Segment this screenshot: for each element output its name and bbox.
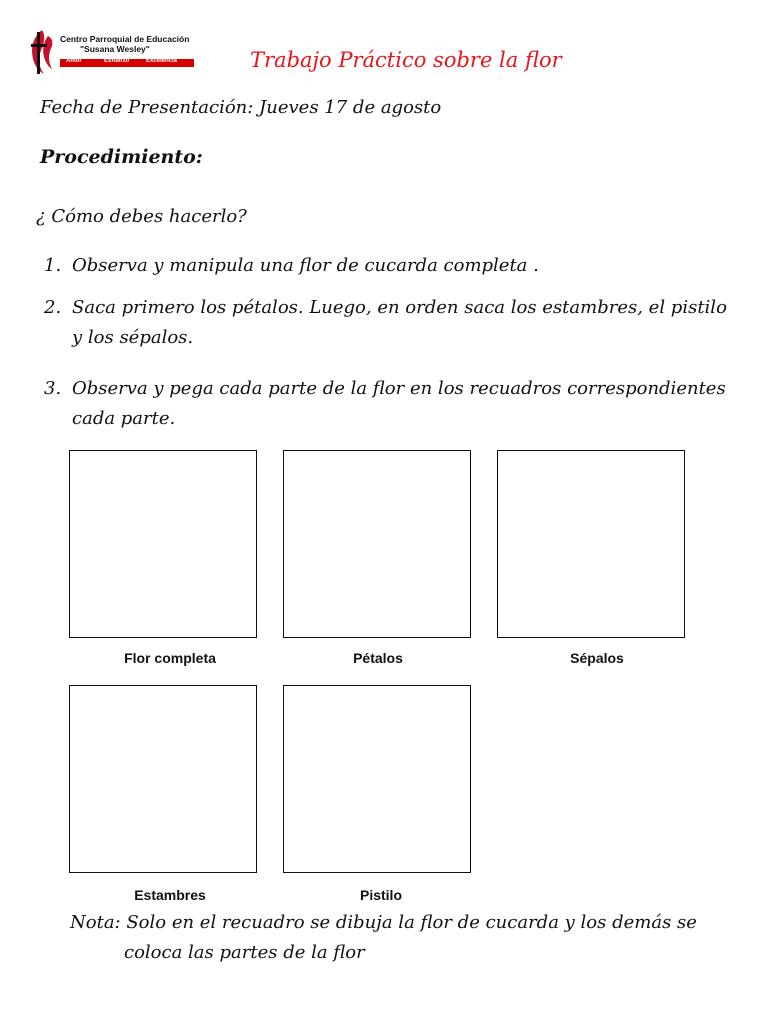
label-flor-completa: Flor completa [124, 650, 216, 666]
step-2 [44, 293, 744, 353]
note-line-1: Nota: Solo en el recuadro se dibuja la flor de cucarda y los demás se [70, 912, 697, 933]
question-heading: ¿ Cómo debes hacerlo? [36, 206, 247, 227]
step-3 [44, 374, 744, 434]
step-text: Observa y pega cada parte de la flor en los recuadros correspondientes cada parte. [72, 378, 726, 429]
motto-amor: Amor [66, 58, 82, 64]
step-text: Observa y manipula una flor de cucarda completa . [72, 255, 539, 276]
box-sepalos [497, 450, 685, 638]
label-petalos: Pétalos [353, 650, 403, 666]
label-pistilo: Pistilo [359, 887, 402, 903]
note-line-2: coloca las partes de la flor [124, 942, 365, 963]
page-title: Trabajo Práctico sobre la flor [250, 48, 562, 72]
motto-excelencia: Excelencia [146, 58, 178, 64]
school-name: Centro Parroquial de Educación [60, 34, 190, 44]
presentation-date: Fecha de Presentación: Jueves 17 de agosto [40, 97, 442, 118]
step-number: 1. [44, 255, 62, 276]
school-logo [28, 28, 196, 76]
step-number: 3. [44, 378, 62, 399]
step-1 [44, 251, 744, 281]
step-number: 2. [44, 297, 62, 318]
school-subname: "Susana Wesley" [80, 44, 150, 54]
motto-esfuerzo: Esfuerzo [104, 58, 130, 64]
box-petalos [283, 450, 471, 638]
box-estambres [69, 685, 257, 873]
box-flor-completa [69, 450, 257, 638]
box-pistilo [283, 685, 471, 873]
cross-flame-icon [28, 28, 58, 76]
note [70, 908, 730, 968]
motto-bar [60, 59, 194, 67]
procedure-heading: Procedimiento: [40, 146, 203, 168]
label-sepalos: Sépalos [570, 650, 624, 666]
label-estambres: Estambres [134, 887, 206, 903]
step-text: Saca primero los pétalos. Luego, en orden saca los estambres, el pistilo y los sépalos. [72, 297, 727, 348]
